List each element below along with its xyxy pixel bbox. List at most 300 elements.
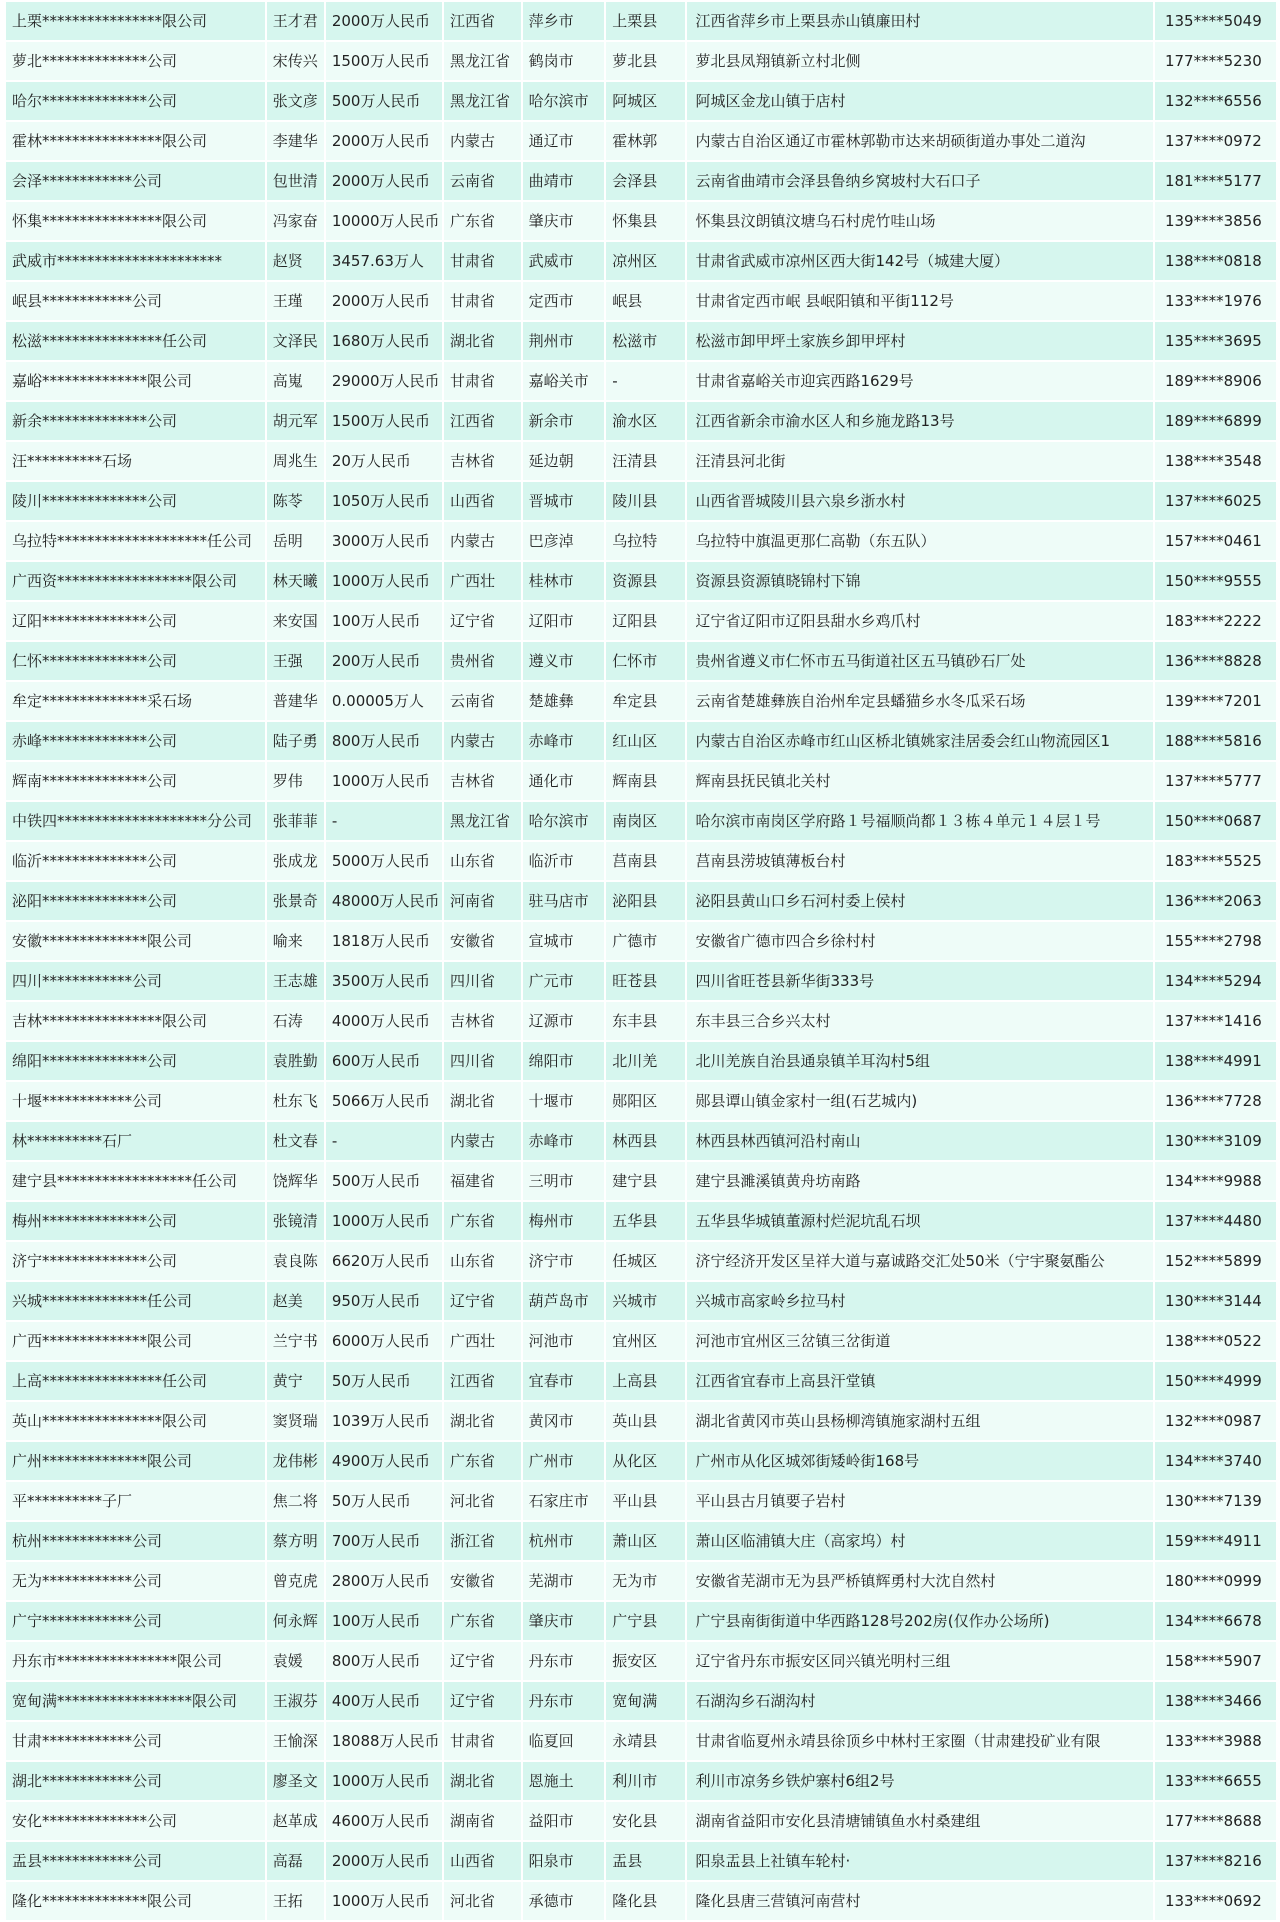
legal-rep-cell: 王愉深 bbox=[266, 1721, 325, 1761]
province-cell: 湖北省 bbox=[443, 1761, 522, 1801]
registered-capital-cell: 20万人民币 bbox=[325, 441, 443, 481]
address-cell: 安徽省芜湖市无为县严桥镇辉勇村大沈自然村 bbox=[686, 1561, 1153, 1601]
company-name-cell: 牟定**************采石场 bbox=[5, 681, 266, 721]
address-cell: 隆化县唐三营镇河南营村 bbox=[686, 1881, 1153, 1921]
legal-rep-cell: 张菲菲 bbox=[266, 801, 325, 841]
company-name-cell: 上栗****************限公司 bbox=[5, 1, 266, 41]
district-cell: 乌拉特 bbox=[605, 521, 686, 561]
province-cell: 内蒙古 bbox=[443, 721, 522, 761]
table-row bbox=[5, 1401, 1277, 1441]
table-row bbox=[5, 1321, 1277, 1361]
district-cell: 陵川县 bbox=[605, 481, 686, 521]
district-cell: 莒南县 bbox=[605, 841, 686, 881]
address-cell: 江西省新余市渝水区人和乡施龙路13号 bbox=[686, 401, 1153, 441]
district-cell: 北川羌 bbox=[605, 1041, 686, 1081]
legal-rep-cell: 王拓 bbox=[266, 1881, 325, 1921]
address-cell: 内蒙古自治区通辽市霍林郭勒市达来胡硕街道办事处二道沟 bbox=[686, 121, 1153, 161]
registered-capital-cell: 800万人民币 bbox=[325, 721, 443, 761]
table-row bbox=[5, 721, 1277, 761]
legal-rep-cell: 窦贤瑞 bbox=[266, 1401, 325, 1441]
address-cell: 安徽省广德市四合乡徐村村 bbox=[686, 921, 1153, 961]
company-name-cell: 平**********子厂 bbox=[5, 1481, 266, 1521]
phone-cell: 136****8828 bbox=[1154, 641, 1277, 681]
province-cell: 福建省 bbox=[443, 1161, 522, 1201]
phone-cell: 135****3695 bbox=[1154, 321, 1277, 361]
table-row bbox=[5, 121, 1277, 161]
company-name-cell: 汪**********石场 bbox=[5, 441, 266, 481]
company-name-cell: 梅州**************公司 bbox=[5, 1201, 266, 1241]
company-name-cell: 无为************公司 bbox=[5, 1561, 266, 1601]
table-row bbox=[5, 1721, 1277, 1761]
phone-cell: 136****7728 bbox=[1154, 1081, 1277, 1121]
phone-cell: 189****6899 bbox=[1154, 401, 1277, 441]
table-row bbox=[5, 881, 1277, 921]
table-row bbox=[5, 561, 1277, 601]
district-cell: 会泽县 bbox=[605, 161, 686, 201]
legal-rep-cell: 高磊 bbox=[266, 1841, 325, 1881]
table-row bbox=[5, 1001, 1277, 1041]
city-cell: 广州市 bbox=[522, 1441, 606, 1481]
phone-cell: 134****3740 bbox=[1154, 1441, 1277, 1481]
company-name-cell: 广西**************限公司 bbox=[5, 1321, 266, 1361]
phone-cell: 183****2222 bbox=[1154, 601, 1277, 641]
city-cell: 哈尔滨市 bbox=[522, 81, 606, 121]
district-cell: 阿城区 bbox=[605, 81, 686, 121]
table-row bbox=[5, 201, 1277, 241]
table-row bbox=[5, 41, 1277, 81]
registered-capital-cell: 3000万人民币 bbox=[325, 521, 443, 561]
legal-rep-cell: 宋传兴 bbox=[266, 41, 325, 81]
province-cell: 山东省 bbox=[443, 1241, 522, 1281]
legal-rep-cell: 王强 bbox=[266, 641, 325, 681]
province-cell: 内蒙古 bbox=[443, 121, 522, 161]
company-name-cell: 赤峰**************公司 bbox=[5, 721, 266, 761]
table-row bbox=[5, 1681, 1277, 1721]
city-cell: 杭州市 bbox=[522, 1521, 606, 1561]
address-cell: 松滋市卸甲坪土家族乡卸甲坪村 bbox=[686, 321, 1153, 361]
address-cell: 泌阳县黄山口乡石河村委上侯村 bbox=[686, 881, 1153, 921]
province-cell: 黑龙江省 bbox=[443, 81, 522, 121]
address-cell: 平山县古月镇要子岩村 bbox=[686, 1481, 1153, 1521]
phone-cell: 150****0687 bbox=[1154, 801, 1277, 841]
phone-cell: 177****5230 bbox=[1154, 41, 1277, 81]
province-cell: 江西省 bbox=[443, 1, 522, 41]
legal-rep-cell: 廖圣文 bbox=[266, 1761, 325, 1801]
city-cell: 赤峰市 bbox=[522, 721, 606, 761]
table-row bbox=[5, 841, 1277, 881]
company-name-cell: 会泽************公司 bbox=[5, 161, 266, 201]
legal-rep-cell: 喻来 bbox=[266, 921, 325, 961]
address-cell: 郧县谭山镇金家村一组(石艺城内) bbox=[686, 1081, 1153, 1121]
address-cell: 甘肃省嘉峪关市迎宾西路1629号 bbox=[686, 361, 1153, 401]
city-cell: 新余市 bbox=[522, 401, 606, 441]
phone-cell: 183****5525 bbox=[1154, 841, 1277, 881]
company-name-cell: 湖北************公司 bbox=[5, 1761, 266, 1801]
phone-cell: 130****7139 bbox=[1154, 1481, 1277, 1521]
table-row bbox=[5, 1201, 1277, 1241]
legal-rep-cell: 蔡方明 bbox=[266, 1521, 325, 1561]
table-row bbox=[5, 1161, 1277, 1201]
company-name-cell: 林**********石厂 bbox=[5, 1121, 266, 1161]
address-cell: 石湖沟乡石湖沟村 bbox=[686, 1681, 1153, 1721]
address-cell: 辉南县抚民镇北关村 bbox=[686, 761, 1153, 801]
address-cell: 辽宁省丹东市振安区同兴镇光明村三组 bbox=[686, 1641, 1153, 1681]
address-cell: 萧山区临浦镇大庄（高家坞）村 bbox=[686, 1521, 1153, 1561]
province-cell: 山东省 bbox=[443, 841, 522, 881]
city-cell: 益阳市 bbox=[522, 1801, 606, 1841]
company-name-cell: 仁怀**************公司 bbox=[5, 641, 266, 681]
table-row bbox=[5, 361, 1277, 401]
registered-capital-cell: 2000万人民币 bbox=[325, 121, 443, 161]
district-cell: - bbox=[605, 361, 686, 401]
city-cell: 辽阳市 bbox=[522, 601, 606, 641]
legal-rep-cell: 张景奇 bbox=[266, 881, 325, 921]
registered-capital-cell: 700万人民币 bbox=[325, 1521, 443, 1561]
city-cell: 葫芦岛市 bbox=[522, 1281, 606, 1321]
registered-capital-cell: 2000万人民币 bbox=[325, 1841, 443, 1881]
city-cell: 嘉峪关市 bbox=[522, 361, 606, 401]
address-cell: 广州市从化区城郊街矮岭街168号 bbox=[686, 1441, 1153, 1481]
registered-capital-cell: 2000万人民币 bbox=[325, 161, 443, 201]
phone-cell: 130****3144 bbox=[1154, 1281, 1277, 1321]
city-cell: 三明市 bbox=[522, 1161, 606, 1201]
table-row bbox=[5, 1241, 1277, 1281]
district-cell: 林西县 bbox=[605, 1121, 686, 1161]
company-name-cell: 广州**************限公司 bbox=[5, 1441, 266, 1481]
address-cell: 莒南县涝坡镇薄板台村 bbox=[686, 841, 1153, 881]
province-cell: 河北省 bbox=[443, 1481, 522, 1521]
province-cell: 黑龙江省 bbox=[443, 801, 522, 841]
registered-capital-cell: 50万人民币 bbox=[325, 1361, 443, 1401]
province-cell: 广东省 bbox=[443, 201, 522, 241]
registered-capital-cell: 4600万人民币 bbox=[325, 1801, 443, 1841]
company-name-cell: 甘肃************公司 bbox=[5, 1721, 266, 1761]
province-cell: 广西壮 bbox=[443, 1321, 522, 1361]
registered-capital-cell: 500万人民币 bbox=[325, 81, 443, 121]
district-cell: 资源县 bbox=[605, 561, 686, 601]
legal-rep-cell: 高嵬 bbox=[266, 361, 325, 401]
district-cell: 振安区 bbox=[605, 1641, 686, 1681]
address-cell: 资源县资源镇晓锦村下锦 bbox=[686, 561, 1153, 601]
registered-capital-cell: 10000万人民币 bbox=[325, 201, 443, 241]
phone-cell: 134****5294 bbox=[1154, 961, 1277, 1001]
company-name-cell: 哈尔**************公司 bbox=[5, 81, 266, 121]
address-cell: 云南省楚雄彝族自治州牟定县蟠猫乡水冬瓜采石场 bbox=[686, 681, 1153, 721]
registered-capital-cell: 1039万人民币 bbox=[325, 1401, 443, 1441]
registered-capital-cell: 100万人民币 bbox=[325, 601, 443, 641]
registered-capital-cell: 2800万人民币 bbox=[325, 1561, 443, 1601]
table-row bbox=[5, 1441, 1277, 1481]
phone-cell: 158****5907 bbox=[1154, 1641, 1277, 1681]
city-cell: 济宁市 bbox=[522, 1241, 606, 1281]
table-row bbox=[5, 761, 1277, 801]
province-cell: 江西省 bbox=[443, 1361, 522, 1401]
city-cell: 遵义市 bbox=[522, 641, 606, 681]
phone-cell: 139****3856 bbox=[1154, 201, 1277, 241]
legal-rep-cell: 陈苓 bbox=[266, 481, 325, 521]
legal-rep-cell: 王淑芬 bbox=[266, 1681, 325, 1721]
district-cell: 安化县 bbox=[605, 1801, 686, 1841]
company-name-cell: 安化**************公司 bbox=[5, 1801, 266, 1841]
phone-cell: 138****4991 bbox=[1154, 1041, 1277, 1081]
table-row bbox=[5, 961, 1277, 1001]
company-name-cell: 上高****************任公司 bbox=[5, 1361, 266, 1401]
city-cell: 曲靖市 bbox=[522, 161, 606, 201]
province-cell: 江西省 bbox=[443, 401, 522, 441]
registered-capital-cell: - bbox=[325, 801, 443, 841]
registered-capital-cell: 4000万人民币 bbox=[325, 1001, 443, 1041]
city-cell: 晋城市 bbox=[522, 481, 606, 521]
legal-rep-cell: 来安国 bbox=[266, 601, 325, 641]
company-name-cell: 岷县************公司 bbox=[5, 281, 266, 321]
registered-capital-cell: 0.00005万人 bbox=[325, 681, 443, 721]
province-cell: 湖北省 bbox=[443, 1401, 522, 1441]
district-cell: 盂县 bbox=[605, 1841, 686, 1881]
province-cell: 辽宁省 bbox=[443, 1641, 522, 1681]
city-cell: 萍乡市 bbox=[522, 1, 606, 41]
registered-capital-cell: 5000万人民币 bbox=[325, 841, 443, 881]
district-cell: 上高县 bbox=[605, 1361, 686, 1401]
legal-rep-cell: 文泽民 bbox=[266, 321, 325, 361]
phone-cell: 150****4999 bbox=[1154, 1361, 1277, 1401]
district-cell: 岷县 bbox=[605, 281, 686, 321]
company-name-cell: 嘉峪**************限公司 bbox=[5, 361, 266, 401]
table-row bbox=[5, 601, 1277, 641]
province-cell: 广东省 bbox=[443, 1441, 522, 1481]
table-row bbox=[5, 1361, 1277, 1401]
province-cell: 山西省 bbox=[443, 481, 522, 521]
phone-cell: 137****1416 bbox=[1154, 1001, 1277, 1041]
table-row bbox=[5, 1841, 1277, 1881]
legal-rep-cell: 袁胜勤 bbox=[266, 1041, 325, 1081]
province-cell: 广东省 bbox=[443, 1201, 522, 1241]
legal-rep-cell: 龙伟彬 bbox=[266, 1441, 325, 1481]
address-cell: 内蒙古自治区赤峰市红山区桥北镇姚家洼居委会红山物流园区1 bbox=[686, 721, 1153, 761]
registered-capital-cell: 400万人民币 bbox=[325, 1681, 443, 1721]
table-row bbox=[5, 1601, 1277, 1641]
address-cell: 建宁县濉溪镇黄舟坊南路 bbox=[686, 1161, 1153, 1201]
province-cell: 甘肃省 bbox=[443, 1721, 522, 1761]
city-cell: 肇庆市 bbox=[522, 201, 606, 241]
address-cell: 怀集县汶朗镇汶塘乌石村虎竹哇山场 bbox=[686, 201, 1153, 241]
district-cell: 红山区 bbox=[605, 721, 686, 761]
province-cell: 云南省 bbox=[443, 681, 522, 721]
phone-cell: 155****2798 bbox=[1154, 921, 1277, 961]
company-name-cell: 英山****************限公司 bbox=[5, 1401, 266, 1441]
legal-rep-cell: 何永辉 bbox=[266, 1601, 325, 1641]
company-name-cell: 四川************公司 bbox=[5, 961, 266, 1001]
table-row bbox=[5, 321, 1277, 361]
address-cell: 五华县华城镇董源村烂泥坑乱石坝 bbox=[686, 1201, 1153, 1241]
phone-cell: 137****6025 bbox=[1154, 481, 1277, 521]
table-row bbox=[5, 1041, 1277, 1081]
company-name-cell: 广宁************公司 bbox=[5, 1601, 266, 1641]
registered-capital-cell: 500万人民币 bbox=[325, 1161, 443, 1201]
registered-capital-cell: - bbox=[325, 1121, 443, 1161]
address-cell: 湖北省黄冈市英山县杨柳湾镇施家湖村五组 bbox=[686, 1401, 1153, 1441]
address-cell: 四川省旺苍县新华街333号 bbox=[686, 961, 1153, 1001]
city-cell: 哈尔滨市 bbox=[522, 801, 606, 841]
table-row bbox=[5, 681, 1277, 721]
table-row bbox=[5, 801, 1277, 841]
table-row bbox=[5, 481, 1277, 521]
city-cell: 辽源市 bbox=[522, 1001, 606, 1041]
registered-capital-cell: 2000万人民币 bbox=[325, 281, 443, 321]
legal-rep-cell: 包世清 bbox=[266, 161, 325, 201]
phone-cell: 157****0461 bbox=[1154, 521, 1277, 561]
registered-capital-cell: 1818万人民币 bbox=[325, 921, 443, 961]
district-cell: 兴城市 bbox=[605, 1281, 686, 1321]
phone-cell: 132****6556 bbox=[1154, 81, 1277, 121]
city-cell: 鹤岗市 bbox=[522, 41, 606, 81]
legal-rep-cell: 焦二将 bbox=[266, 1481, 325, 1521]
address-cell: 云南省曲靖市会泽县鲁纳乡窝坡村大石口子 bbox=[686, 161, 1153, 201]
table-row bbox=[5, 1881, 1277, 1921]
district-cell: 旺苍县 bbox=[605, 961, 686, 1001]
province-cell: 云南省 bbox=[443, 161, 522, 201]
address-cell: 乌拉特中旗温更那仁高勒（东五队） bbox=[686, 521, 1153, 561]
address-cell: 济宁经济开发区呈祥大道与嘉诚路交汇处50米（宁宇聚氨酯公 bbox=[686, 1241, 1153, 1281]
district-cell: 广宁县 bbox=[605, 1601, 686, 1641]
phone-cell: 137****5777 bbox=[1154, 761, 1277, 801]
registered-capital-cell: 18088万人民币 bbox=[325, 1721, 443, 1761]
table-row bbox=[5, 1481, 1277, 1521]
district-cell: 霍林郭 bbox=[605, 121, 686, 161]
district-cell: 从化区 bbox=[605, 1441, 686, 1481]
table-row bbox=[5, 441, 1277, 481]
province-cell: 甘肃省 bbox=[443, 361, 522, 401]
province-cell: 广西壮 bbox=[443, 561, 522, 601]
province-cell: 河北省 bbox=[443, 1881, 522, 1921]
registered-capital-cell: 4900万人民币 bbox=[325, 1441, 443, 1481]
legal-rep-cell: 杜东飞 bbox=[266, 1081, 325, 1121]
phone-cell: 137****0972 bbox=[1154, 121, 1277, 161]
registered-capital-cell: 1050万人民币 bbox=[325, 481, 443, 521]
legal-rep-cell: 赵美 bbox=[266, 1281, 325, 1321]
registered-capital-cell: 50万人民币 bbox=[325, 1481, 443, 1521]
legal-rep-cell: 普建华 bbox=[266, 681, 325, 721]
company-name-cell: 绵阳**************公司 bbox=[5, 1041, 266, 1081]
district-cell: 上栗县 bbox=[605, 1, 686, 41]
legal-rep-cell: 林天曦 bbox=[266, 561, 325, 601]
registered-capital-cell: 1500万人民币 bbox=[325, 401, 443, 441]
registered-capital-cell: 1000万人民币 bbox=[325, 1761, 443, 1801]
registered-capital-cell: 800万人民币 bbox=[325, 1641, 443, 1681]
company-name-cell: 乌拉特********************任公司 bbox=[5, 521, 266, 561]
city-cell: 石家庄市 bbox=[522, 1481, 606, 1521]
table-body bbox=[5, 1, 1277, 1921]
company-name-cell: 十堰************公司 bbox=[5, 1081, 266, 1121]
legal-rep-cell: 饶辉华 bbox=[266, 1161, 325, 1201]
district-cell: 泌阳县 bbox=[605, 881, 686, 921]
company-name-cell: 陵川**************公司 bbox=[5, 481, 266, 521]
province-cell: 四川省 bbox=[443, 1041, 522, 1081]
registered-capital-cell: 1000万人民币 bbox=[325, 1881, 443, 1921]
phone-cell: 137****4480 bbox=[1154, 1201, 1277, 1241]
province-cell: 广东省 bbox=[443, 1601, 522, 1641]
district-cell: 平山县 bbox=[605, 1481, 686, 1521]
district-cell: 任城区 bbox=[605, 1241, 686, 1281]
address-cell: 甘肃省武威市凉州区西大街142号（城建大厦） bbox=[686, 241, 1153, 281]
address-cell: 山西省晋城陵川县六泉乡浙水村 bbox=[686, 481, 1153, 521]
address-cell: 江西省宜春市上高县汗堂镇 bbox=[686, 1361, 1153, 1401]
address-cell: 汪清县河北街 bbox=[686, 441, 1153, 481]
phone-cell: 177****8688 bbox=[1154, 1801, 1277, 1841]
registered-capital-cell: 1000万人民币 bbox=[325, 1201, 443, 1241]
registered-capital-cell: 1000万人民币 bbox=[325, 761, 443, 801]
legal-rep-cell: 杜文春 bbox=[266, 1121, 325, 1161]
table-row bbox=[5, 1761, 1277, 1801]
company-name-cell: 盂县************公司 bbox=[5, 1841, 266, 1881]
legal-rep-cell: 袁媛 bbox=[266, 1641, 325, 1681]
company-name-cell: 丹东市****************限公司 bbox=[5, 1641, 266, 1681]
address-cell: 广宁县南街街道中华西路128号202房(仅作办公场所) bbox=[686, 1601, 1153, 1641]
city-cell: 赤峰市 bbox=[522, 1121, 606, 1161]
city-cell: 肇庆市 bbox=[522, 1601, 606, 1641]
province-cell: 辽宁省 bbox=[443, 1281, 522, 1321]
district-cell: 广德市 bbox=[605, 921, 686, 961]
province-cell: 湖北省 bbox=[443, 321, 522, 361]
district-cell: 隆化县 bbox=[605, 1881, 686, 1921]
legal-rep-cell: 周兆生 bbox=[266, 441, 325, 481]
legal-rep-cell: 袁良陈 bbox=[266, 1241, 325, 1281]
phone-cell: 134****6678 bbox=[1154, 1601, 1277, 1641]
city-cell: 绵阳市 bbox=[522, 1041, 606, 1081]
company-name-cell: 吉林****************限公司 bbox=[5, 1001, 266, 1041]
registered-capital-cell: 950万人民币 bbox=[325, 1281, 443, 1321]
registered-capital-cell: 48000万人民币 bbox=[325, 881, 443, 921]
province-cell: 贵州省 bbox=[443, 641, 522, 681]
legal-rep-cell: 王志雄 bbox=[266, 961, 325, 1001]
province-cell: 湖北省 bbox=[443, 1081, 522, 1121]
city-cell: 定西市 bbox=[522, 281, 606, 321]
legal-rep-cell: 曾克虎 bbox=[266, 1561, 325, 1601]
district-cell: 仁怀市 bbox=[605, 641, 686, 681]
phone-cell: 137****8216 bbox=[1154, 1841, 1277, 1881]
registered-capital-cell: 6000万人民币 bbox=[325, 1321, 443, 1361]
table-row bbox=[5, 161, 1277, 201]
legal-rep-cell: 赵革成 bbox=[266, 1801, 325, 1841]
address-cell: 辽宁省辽阳市辽阳县甜水乡鸡爪村 bbox=[686, 601, 1153, 641]
company-name-cell: 安徽**************限公司 bbox=[5, 921, 266, 961]
company-name-cell: 兴城**************任公司 bbox=[5, 1281, 266, 1321]
registered-capital-cell: 3457.63万人 bbox=[325, 241, 443, 281]
district-cell: 辉南县 bbox=[605, 761, 686, 801]
company-name-cell: 济宁**************公司 bbox=[5, 1241, 266, 1281]
registered-capital-cell: 100万人民币 bbox=[325, 1601, 443, 1641]
province-cell: 安徽省 bbox=[443, 921, 522, 961]
city-cell: 十堰市 bbox=[522, 1081, 606, 1121]
company-name-cell: 广西资******************限公司 bbox=[5, 561, 266, 601]
district-cell: 英山县 bbox=[605, 1401, 686, 1441]
address-cell: 林西县林西镇河沿村南山 bbox=[686, 1121, 1153, 1161]
legal-rep-cell: 冯家奋 bbox=[266, 201, 325, 241]
registered-capital-cell: 1000万人民币 bbox=[325, 561, 443, 601]
city-cell: 阳泉市 bbox=[522, 1841, 606, 1881]
province-cell: 浙江省 bbox=[443, 1521, 522, 1561]
address-cell: 利川市凉务乡铁炉寨村6组2号 bbox=[686, 1761, 1153, 1801]
city-cell: 芜湖市 bbox=[522, 1561, 606, 1601]
address-cell: 阿城区金龙山镇于店村 bbox=[686, 81, 1153, 121]
registered-capital-cell: 1680万人民币 bbox=[325, 321, 443, 361]
district-cell: 五华县 bbox=[605, 1201, 686, 1241]
province-cell: 吉林省 bbox=[443, 441, 522, 481]
address-cell: 阳泉盂县上社镇车轮村· bbox=[686, 1841, 1153, 1881]
city-cell: 荆州市 bbox=[522, 321, 606, 361]
phone-cell: 159****4911 bbox=[1154, 1521, 1277, 1561]
city-cell: 临沂市 bbox=[522, 841, 606, 881]
city-cell: 桂林市 bbox=[522, 561, 606, 601]
